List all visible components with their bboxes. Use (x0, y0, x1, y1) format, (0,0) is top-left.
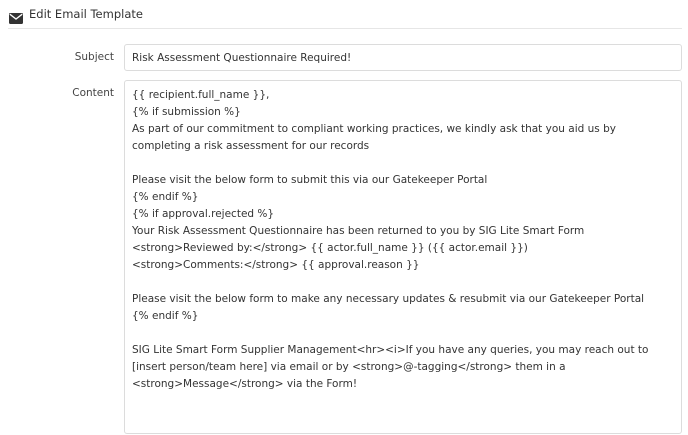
content-line: Please visit the below form to submit this via our Gatekeeper Portal (132, 174, 488, 186)
content-line: {% if submission %} (132, 106, 241, 118)
content-line (132, 155, 674, 172)
content-label: Content (72, 87, 114, 99)
content-line: SIG Lite Smart Form Supplier Management<hr><i>If you have any queries, you may reach out to [insert person/team here] via email or by <strong>@-tagging</strong> them in a <strong>Message</strong> via the Form! (132, 344, 652, 390)
content-line: {% endif %} (132, 191, 199, 203)
envelope-icon (9, 9, 23, 20)
page-title: Edit Email Template (29, 7, 143, 21)
content-line: {{ recipient.full_name }}, (132, 89, 270, 101)
page-header (8, 0, 682, 29)
content-line: As part of our commitment to compliant working practices, we kindly ask that you aid us by completing a risk assessment for our records (132, 123, 620, 152)
content-line: {% endif %} (132, 310, 199, 322)
content-line: <strong>Comments:</strong> {{ approval.reason }} (132, 259, 420, 271)
content-line (132, 274, 674, 291)
subject-input[interactable] (124, 44, 682, 71)
content-line (132, 325, 674, 342)
content-line: {% if approval.rejected %} (132, 208, 275, 220)
subject-label: Subject (74, 51, 114, 63)
content-line: <strong>Reviewed by:</strong> {{ actor.full_name }} ({{ actor.email }}) (132, 242, 528, 254)
subject-value: Risk Assessment Questionnaire Required! (132, 51, 352, 64)
content-line: Please visit the below form to make any necessary updates & resubmit via our Gatekeeper Portal (132, 293, 645, 305)
content-line: Your Risk Assessment Questionnaire has been returned to you by SIG Lite Smart Form (132, 225, 585, 237)
content-textarea[interactable] (124, 80, 682, 434)
